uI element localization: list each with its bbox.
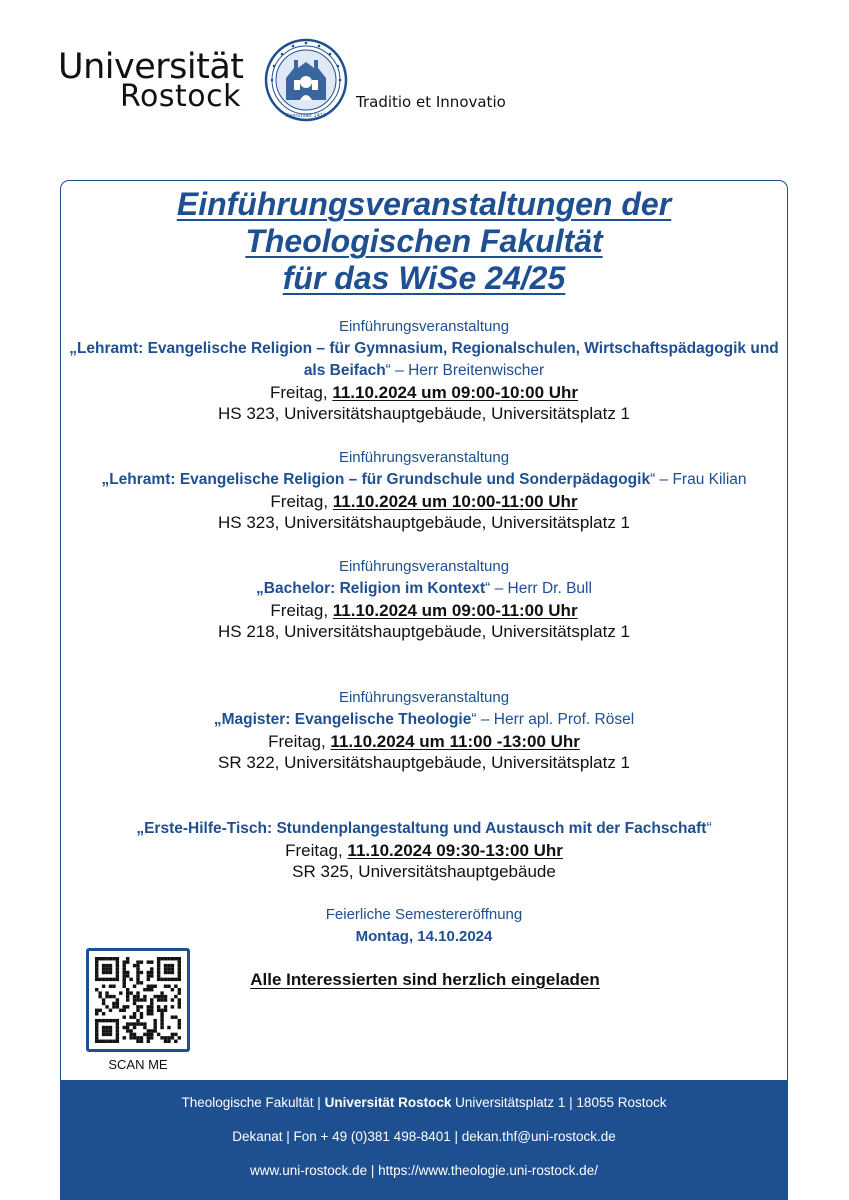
event-room: HS 323, Universitätshauptgebäude, Universitätsplatz 1 [217, 513, 630, 532]
event-program-name: „Erste-Hilfe-Tisch: Stundenplangestaltung und Austausch mit der Fachschaft [136, 820, 707, 837]
event-program-cont [60, 360, 788, 382]
event-room: HS 218, Universitätshauptgebäude, Universitätsplatz 1 [217, 622, 630, 641]
page-title [60, 186, 788, 297]
event-close-quote: “ [706, 820, 712, 837]
event-program [60, 578, 788, 600]
footer-street: Universitätsplatz 1 | 18055 Rostock [451, 1095, 667, 1110]
event-caption: Einführungsveranstaltung [338, 689, 510, 706]
event-caption: Einführungsveranstaltung [338, 558, 510, 575]
event-time [60, 840, 788, 861]
event-caption: Einführungsveranstaltung [338, 449, 510, 466]
event-time [60, 600, 788, 621]
event-program-name: „Magister: Evangelische Theologie [213, 711, 472, 728]
university-logo [58, 38, 506, 128]
qr-label: SCAN ME [108, 1057, 168, 1072]
university-seal-icon [264, 38, 348, 122]
footer-contact: Dekanat | Fon + 49 (0)381 498-8401 | dekan.thf@uni-rostock.de [232, 1129, 616, 1144]
event-block-lehramt-gymnasium [60, 316, 788, 424]
qr-code[interactable] [86, 948, 190, 1052]
event-date-time: 11.10.2024 09:30-13:00 Uhr [347, 841, 563, 860]
event-person: “ – Herr Breitenwischer [385, 362, 545, 379]
event-person: “ – Herr apl. Prof. Rösel [471, 711, 635, 728]
event-program [60, 469, 788, 491]
event-date-time: 11.10.2024 um 11:00 -13:00 Uhr [330, 732, 580, 751]
event-block-lehramt-grundschule [60, 447, 788, 533]
event-person: “ – Herr Dr. Bull [485, 580, 592, 597]
event-time [60, 491, 788, 512]
invitation-text: Alle Interessierten sind herzlich eingeladen [250, 970, 600, 989]
logo-wordmark-universitaet: Universität [58, 47, 244, 87]
event-block-erste-hilfe [60, 818, 788, 882]
title-line-1: Einführungsveranstaltungen der [176, 186, 672, 222]
event-day: Freitag, [285, 841, 348, 860]
event-day: Freitag, [269, 383, 333, 402]
event-time [60, 382, 788, 403]
event-block-bachelor [60, 556, 788, 642]
footer-university: Universität Rostock [324, 1095, 452, 1110]
event-day: Freitag, [270, 601, 333, 620]
footer-address [60, 1095, 788, 1110]
event-time [60, 731, 788, 752]
title-line-3: für das WiSe 24/25 [282, 260, 566, 296]
event-program [60, 709, 788, 731]
opening-caption: Feierliche Semestereröffnung [325, 906, 523, 923]
event-program-name-cont: als Beifach [303, 362, 386, 379]
title-line-2: Theologischen Fakultät [245, 223, 603, 259]
event-person: “ – Frau Kilian [650, 471, 747, 488]
event-program-name: „Bachelor: Religion im Kontext [256, 580, 486, 597]
event-date-time: 11.10.2024 um 09:00-11:00 Uhr [332, 601, 578, 620]
event-date-time: 11.10.2024 um 10:00-11:00 Uhr [332, 492, 578, 511]
event-program-name: „Lehramt: Evangelische Religion – für Gymnasium, Regionalschulen, Wirtschaftspädagogik und [69, 340, 779, 357]
logo-motto: Traditio et Innovatio [356, 93, 506, 111]
event-room: HS 323, Universitätshauptgebäude, Universitätsplatz 1 [217, 404, 630, 423]
logo-wordmark-rostock: Rostock [120, 79, 241, 114]
opening-date: Montag, 14.10.2024 [355, 928, 493, 945]
footer-websites: www.uni-rostock.de | https://www.theologie.uni-rostock.de/ [250, 1163, 598, 1178]
seal-caption: Begründet 1419 [285, 113, 327, 119]
footer-faculty: Theologische Fakultät | [181, 1095, 325, 1110]
event-date-time: 11.10.2024 um 09:00-10:00 Uhr [332, 383, 579, 402]
footer [60, 1080, 788, 1200]
event-program [60, 818, 788, 840]
event-day: Freitag, [268, 732, 331, 751]
event-block-magister [60, 687, 788, 773]
event-caption: Einführungsveranstaltung [338, 318, 510, 335]
event-room: SR 322, Universitätshauptgebäude, Universitätsplatz 1 [217, 753, 630, 772]
event-program [60, 338, 788, 360]
event-program-name: „Lehramt: Evangelische Religion – für Grundschule und Sonderpädagogik [101, 471, 651, 488]
event-day: Freitag, [270, 492, 333, 511]
qr-code-icon [95, 957, 181, 1043]
semester-opening [60, 904, 788, 948]
event-room: SR 325, Universitätshauptgebäude [292, 862, 556, 881]
